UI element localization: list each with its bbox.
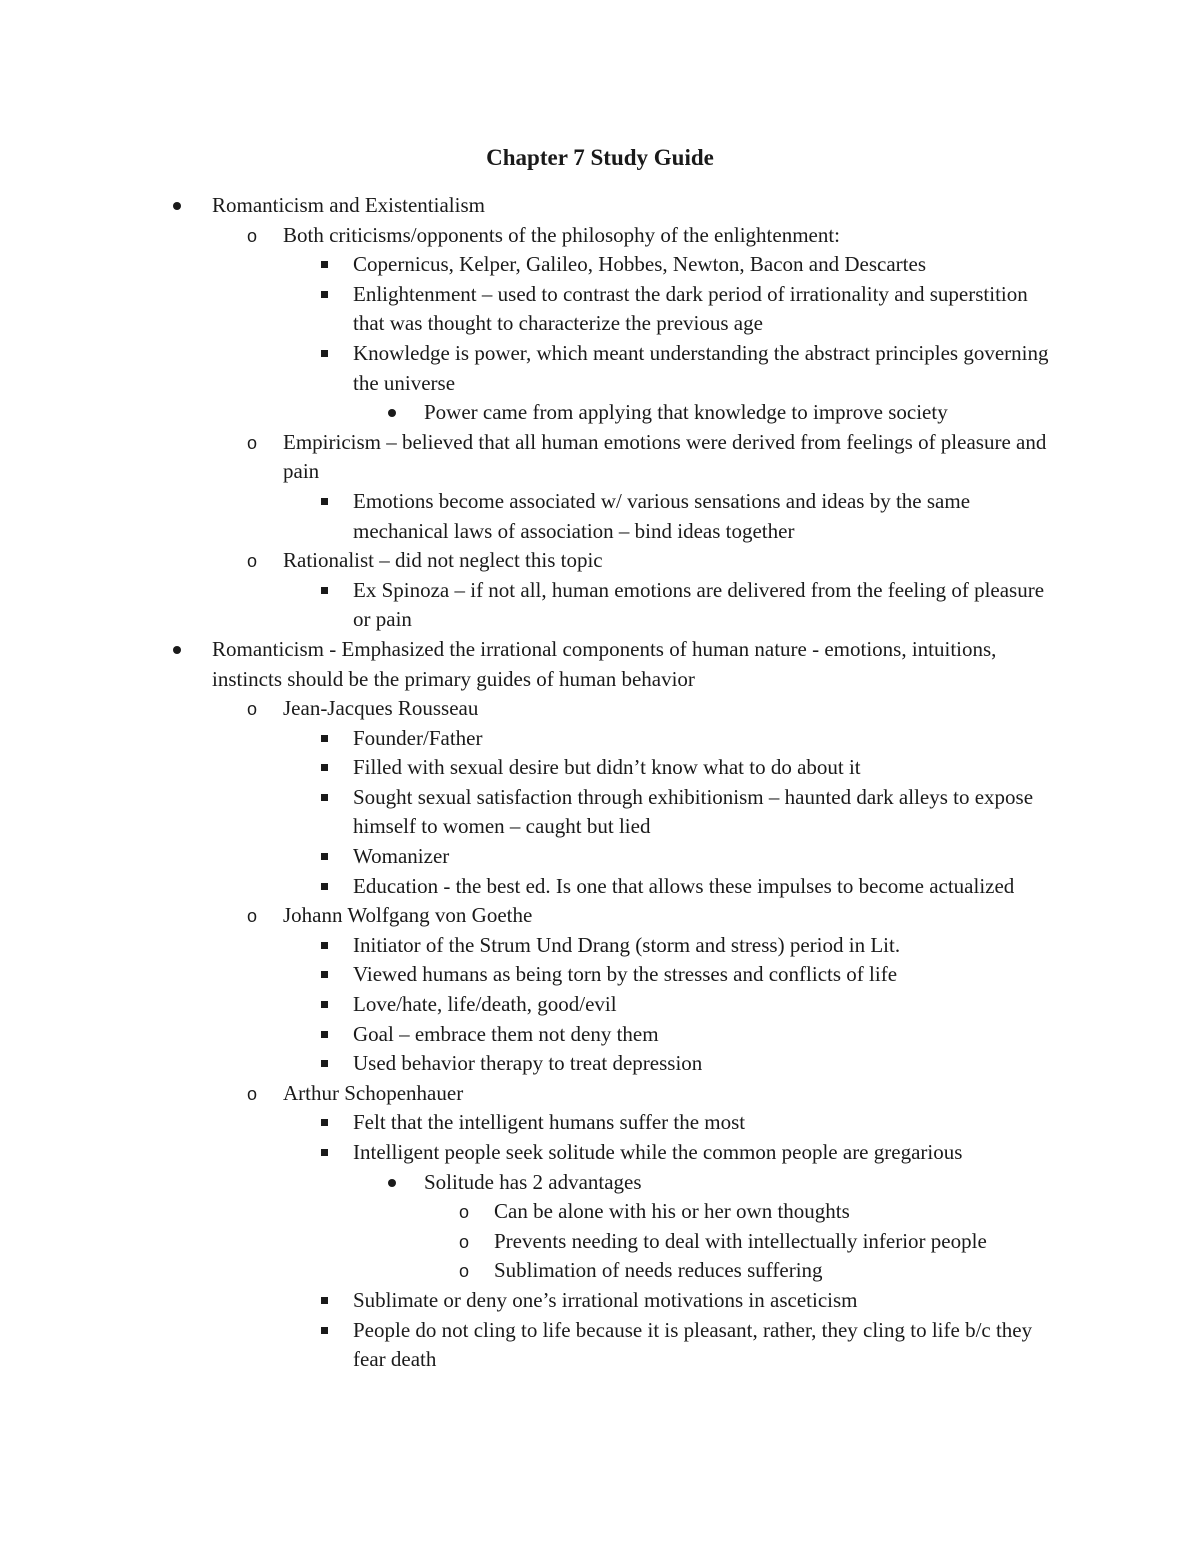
square-bullet-icon xyxy=(318,872,328,890)
list-item xyxy=(0,1197,1200,1227)
list-item xyxy=(0,1286,1200,1316)
list-item xyxy=(0,546,1200,576)
list-item xyxy=(0,694,1200,724)
list-item xyxy=(0,842,1200,872)
square-bullet-icon xyxy=(318,1020,328,1038)
circle-bullet-icon xyxy=(247,221,257,251)
list-item-text: Arthur Schopenhauer xyxy=(283,1080,464,1105)
list-item-text: Viewed humans as being torn by the stresses and conflicts of life xyxy=(353,962,898,987)
circle-bullet-icon xyxy=(247,1079,257,1109)
list-item-text: Ex Spinoza – if not all, human emotions are delivered from the feeling of pleasure or pain xyxy=(353,577,1045,632)
list-item-text: Sublimation of needs reduces suffering xyxy=(494,1258,823,1283)
list-item xyxy=(0,753,1200,783)
square-bullet-icon xyxy=(318,1049,328,1067)
circle-bullet-icon xyxy=(459,1256,469,1286)
disc-bullet-icon xyxy=(388,1168,396,1187)
list-item xyxy=(0,1049,1200,1079)
list-item xyxy=(0,487,1200,546)
circle-bullet-icon xyxy=(247,546,257,576)
list-item-text: Power came from applying that knowledge to improve society xyxy=(424,400,948,425)
list-item-text: Intelligent people seek solitude while the common people are gregarious xyxy=(353,1140,963,1164)
square-bullet-icon xyxy=(318,1138,328,1156)
square-bullet-icon xyxy=(318,1316,328,1334)
list-item xyxy=(0,1079,1200,1109)
square-bullet-icon xyxy=(318,783,328,801)
list-item xyxy=(0,901,1200,931)
bullet-outline xyxy=(0,191,1200,1375)
list-item xyxy=(0,635,1200,694)
disc-bullet-icon xyxy=(173,191,181,210)
square-bullet-icon xyxy=(318,842,328,860)
square-bullet-icon xyxy=(318,280,328,298)
list-item xyxy=(0,398,1200,428)
list-item-text: Prevents needing to deal with intellectually inferior people xyxy=(494,1228,987,1253)
list-item xyxy=(0,872,1200,902)
list-item-text: Knowledge is power, which meant understanding the abstract principles governing the universe xyxy=(353,340,1049,395)
square-bullet-icon xyxy=(318,724,328,742)
page-title: Chapter 7 Study Guide xyxy=(486,145,714,170)
list-item-text: Romanticism - Emphasized the irrational components of human nature - emotions, intuitions, instincts should be the primary guides of human behavior xyxy=(212,636,997,691)
list-item-text: Can be alone with his or her own thoughts xyxy=(494,1199,850,1224)
list-item xyxy=(0,1316,1200,1375)
list-item-text: Goal – embrace them not deny them xyxy=(353,1021,659,1046)
list-item xyxy=(0,1256,1200,1286)
list-item-text: Empiricism – believed that all human emotions were derived from feelings of pleasure and pain xyxy=(283,429,1047,484)
list-item-text: Both criticisms/opponents of the philosophy of the enlightenment: xyxy=(283,222,841,247)
list-item xyxy=(0,191,1200,221)
square-bullet-icon xyxy=(318,487,328,505)
square-bullet-icon xyxy=(318,753,328,771)
square-bullet-icon xyxy=(318,1286,328,1304)
circle-bullet-icon xyxy=(459,1227,469,1257)
square-bullet-icon xyxy=(318,990,328,1008)
list-item-text: Love/hate, life/death, good/evil xyxy=(353,992,617,1017)
list-item-text: Johann Wolfgang von Goethe xyxy=(283,903,533,928)
square-bullet-icon xyxy=(318,1108,328,1126)
square-bullet-icon xyxy=(318,931,328,949)
list-item-text: Copernicus, Kelper, Galileo, Hobbes, Newton, Bacon and Descartes xyxy=(353,252,926,277)
circle-bullet-icon xyxy=(247,428,257,458)
circle-bullet-icon xyxy=(247,694,257,724)
list-item-text: Used behavior therapy to treat depression xyxy=(353,1051,703,1076)
list-item xyxy=(0,990,1200,1020)
list-item-text: Romanticism and Existentialism xyxy=(212,193,485,217)
disc-bullet-icon xyxy=(173,635,181,654)
list-item xyxy=(0,931,1200,961)
list-item xyxy=(0,576,1200,635)
list-item-text: Emotions become associated w/ various sensations and ideas by the same mechanical laws of association – bind ideas together xyxy=(353,488,971,543)
disc-bullet-icon xyxy=(388,398,396,417)
list-item-text: Jean-Jacques Rousseau xyxy=(283,696,479,721)
list-item xyxy=(0,221,1200,251)
list-item-text: Womanizer xyxy=(353,844,450,869)
list-item-text: Sought sexual satisfaction through exhibitionism – haunted dark alleys to expose himself to women – caught but lied xyxy=(353,784,1034,839)
list-item-text: Solitude has 2 advantages xyxy=(424,1169,642,1194)
list-item-text: Initiator of the Strum Und Drang (storm and stress) period in Lit. xyxy=(353,932,901,957)
list-item xyxy=(0,1108,1200,1138)
list-item xyxy=(0,1227,1200,1257)
list-item-text: Felt that the intelligent humans suffer the most xyxy=(353,1110,746,1135)
list-item-text: Education - the best ed. Is one that allows these impulses to become actualized xyxy=(353,873,1015,898)
square-bullet-icon xyxy=(318,250,328,268)
square-bullet-icon xyxy=(318,339,328,357)
list-item xyxy=(0,960,1200,990)
circle-bullet-icon xyxy=(247,901,257,931)
circle-bullet-icon xyxy=(459,1197,469,1227)
list-item xyxy=(0,1168,1200,1198)
list-item xyxy=(0,1020,1200,1050)
list-item-text: Filled with sexual desire but didn’t know what to do about it xyxy=(353,755,861,780)
square-bullet-icon xyxy=(318,576,328,594)
square-bullet-icon xyxy=(318,960,328,978)
list-item xyxy=(0,250,1200,280)
list-item xyxy=(0,724,1200,754)
list-item xyxy=(0,280,1200,339)
list-item-text: Founder/Father xyxy=(353,725,483,750)
list-item xyxy=(0,339,1200,398)
list-item-text: Enlightenment – used to contrast the dark period of irrationality and superstition that was thought to characterize the previous age xyxy=(353,281,1028,336)
list-item xyxy=(0,783,1200,842)
list-item xyxy=(0,428,1200,487)
list-item-text: Rationalist – did not neglect this topic xyxy=(283,548,603,573)
list-item-text: Sublimate or deny one’s irrational motivations in asceticism xyxy=(353,1287,858,1312)
list-item-text: People do not cling to life because it is pleasant, rather, they cling to life b/c they fear death xyxy=(353,1317,1033,1372)
list-item xyxy=(0,1138,1200,1168)
